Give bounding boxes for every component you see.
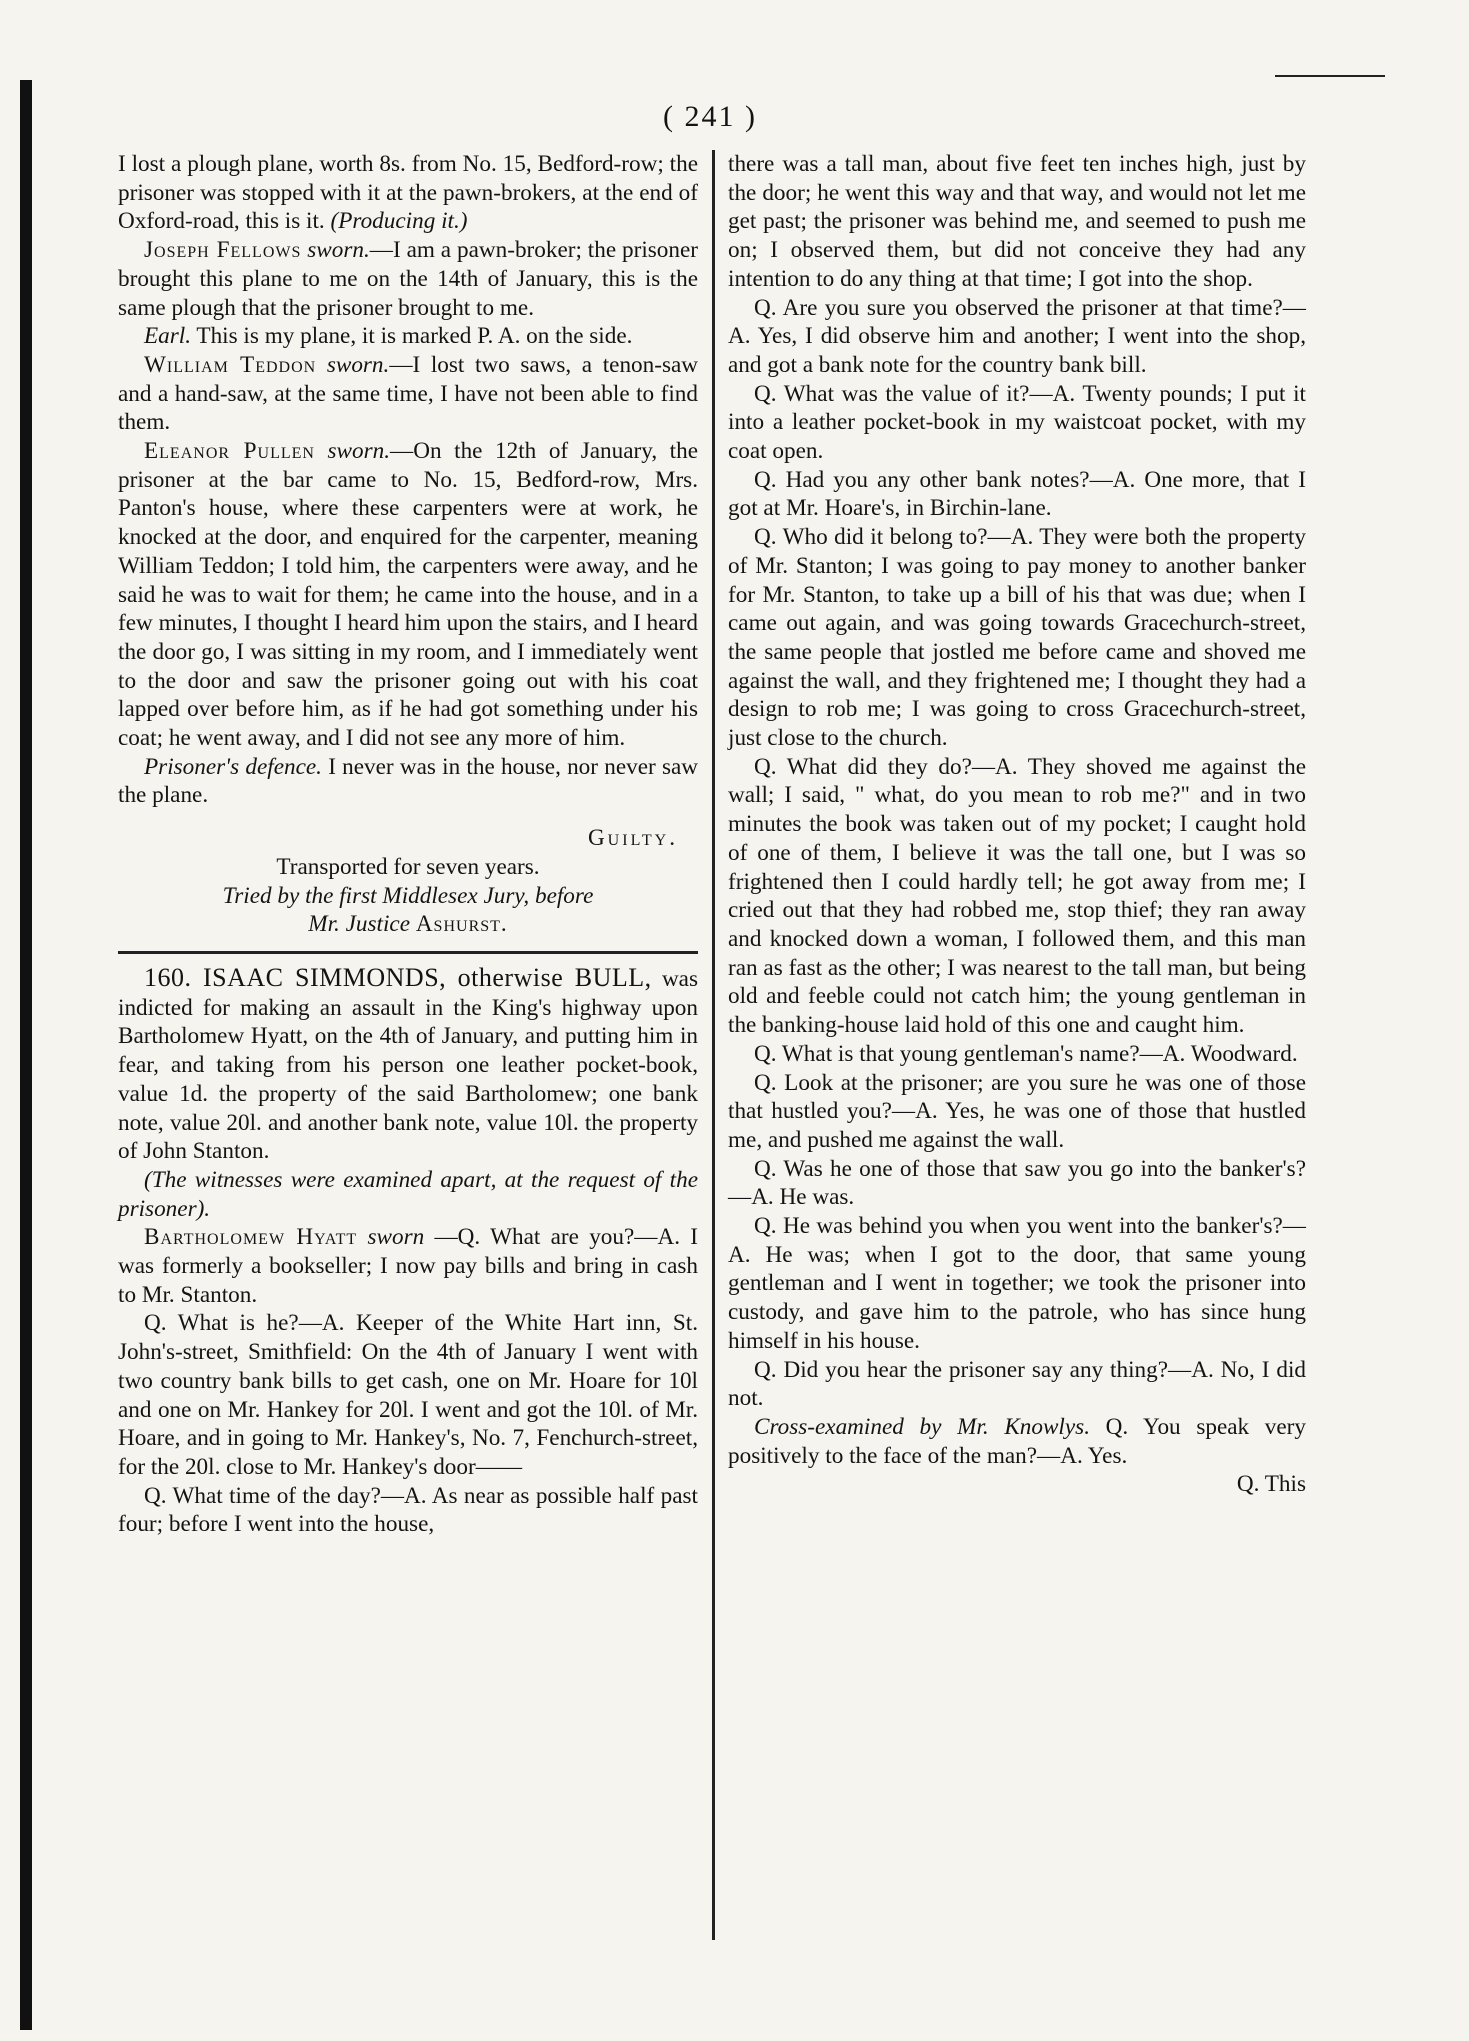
sentence: Transported for seven years.: [276, 853, 540, 880]
indictment-text: was indicted for making an assault in the King's highway upon Bartholomew Hyatt, on the 4th of January, and putting him in fear, and taking from his person one leather pocket-book, value 1d. the property of the said Bartholomew; one bank note, value 20l. and another bank note, value 10l. the property of John Stanton.: [118, 965, 699, 1165]
judge-name: Ashurst.: [415, 911, 508, 938]
testimony-earl: [118, 322, 698, 351]
testimony-text: —I lost two saws, a tenon-saw and a hand-saw, at the same time, I have not been able to find them.: [118, 351, 699, 436]
paragraph: there was a tall man, about five feet ten inches high, just by the door; he went this way and that way, and would not let me get past; the prisoner was behind me, and seemed to push me on; I observed them, but did not conceive they had any intention to do any thing at that time; I got into the shop.: [728, 151, 1306, 292]
question-answer: Q. What is that young gentleman's name?—A. Woodward.: [754, 1040, 1298, 1067]
cross-exam-label: Cross-examined by Mr. Knowlys.: [754, 1413, 1090, 1440]
sworn-label: sworn.: [327, 438, 391, 465]
section-rule: [118, 951, 698, 954]
testimony-fellows: [118, 236, 698, 322]
tried-line-1: Tried by the first Middlesex Jury, before: [222, 882, 594, 909]
right-column: [728, 150, 1306, 1499]
sworn-label: sworn: [367, 1224, 425, 1251]
header-rule: [1275, 75, 1385, 77]
question-answer: Q. Had you any other bank notes?—A. One more, that I got at Mr. Hoare's, in Birchin-lane.: [728, 466, 1306, 522]
witness-name: Eleanor Pullen: [144, 438, 315, 465]
question-answer: Q. He was behind you when you went into the banker's?—A. He was; when I got to the door, that same young gentleman and I went in together; we took the prisoner into custody, and gave him to the patrole, who has since hung himself in his house.: [728, 1213, 1306, 1354]
sworn-label: sworn.: [307, 237, 370, 264]
paragraph: [118, 150, 698, 236]
column-divider: [712, 150, 715, 1940]
testimony-hyatt: [118, 1223, 698, 1309]
defence-text: I never was in the house, nor never saw the plane.: [118, 753, 699, 809]
prisoner-defence: [118, 753, 698, 810]
question-answer: Q. Who did it belong to?—A. They were both the property of Mr. Stanton; I was going to pay money to another banker for Mr. Stanton, to take up a bill of his that was due; when I came out again, and was going towards Gracechurch-street, the same people that jostled me before came and shoved me against the wall, and they frightened me; I thought they had a design to rob me; I was going to cross Gracechurch-street, just close to the church.: [728, 524, 1306, 752]
catchword: Q. This: [1236, 1471, 1306, 1498]
witness-name: Bartholomew Hyatt: [144, 1224, 358, 1251]
sworn-label: sworn.: [326, 351, 390, 378]
cross-examination: [728, 1413, 1306, 1470]
case-indictment: [118, 964, 698, 1166]
judge-title: Mr. Justice: [308, 911, 411, 938]
left-column: [118, 150, 698, 1539]
question-answer: Q. What time of the day?—A. As near as possible half past four; before I went into the house,: [118, 1482, 698, 1538]
question-answer: Q. What was the value of it?—A. Twenty pounds; I put it into a leather pocket-book in my waistcoat pocket, with my coat open.: [728, 380, 1306, 465]
defence-label: Prisoner's defence.: [144, 753, 322, 780]
question-answer: Q. Did you hear the prisoner say any thing?—A. No, I did not.: [728, 1356, 1306, 1412]
question-answer: Q. Look at the prisoner; are you sure he was one of those that hustled you?—A. Yes, he was one of those that hustled me, and pushed me against the wall.: [728, 1069, 1306, 1153]
witness-name: Joseph Fellows: [144, 237, 302, 264]
page-number: ( 241 ): [663, 100, 757, 133]
testimony-text: —I am a pawn-broker; the prisoner brought this plane to me on the 14th of January, this is the same plough that the prisoner brought to me.: [118, 237, 698, 321]
cross-exam-text: Q. You speak very positively to the face of the man?—A. Yes.: [728, 1413, 1306, 1469]
tried-line-2: [118, 910, 698, 939]
testimony-text: This is my plane, it is marked P. A. on the side.: [191, 323, 633, 350]
question-answer: Q. What did they do?—A. They shoved me against the wall; I said, " what, do you mean to rob me?" and in two minutes the book was taken out of my pocket; I caught hold of one of them, I believe it was the tall one, but I was so frightened then I could hardly tell; he got away from me; I cried out that they had robbed me, stop thief; they ran away and knocked down a woman, I followed them, and this man ran as fast as the other; I was nearest to the tall man, but being old and feeble could not catch him; the young gentleman in the banking-house laid hold of this one and caught him.: [728, 753, 1306, 1039]
case-note: (The witnesses were examined apart, at the request of the prisoner).: [118, 1166, 698, 1222]
testimony-pullen: [118, 437, 698, 753]
binding-edge: [20, 80, 32, 2030]
case-title: 160. ISAAC SIMMONDS, otherwise BULL,: [144, 962, 652, 992]
stage-note: (Producing it.): [330, 208, 468, 235]
testimony-text: —On the 12th of January, the prisoner at the bar came to No. 15, Bedford-row, Mrs. Panton's house, where these carpenters were at work, he knocked at the door, and enquired for the carpenter, meaning William Teddon; I told him, the carpenters were away, and he said he was to wait for them; he came into the house, and in a few minutes, I thought I heard him upon the stairs, and I heard the door go, I was sitting in my room, and I immediately went to the door and saw the prisoner going out with his coat lapped over before him, as if he had got something under his coat; he went away, and I did not see any more of him.: [118, 438, 699, 752]
question-answer: Q. Was he one of those that saw you go into the banker's?—A. He was.: [728, 1155, 1306, 1211]
testimony-teddon: [118, 351, 698, 437]
paragraph-text: I lost a plough plane, worth 8s. from No. 15, Bedford-row; the prisoner was stopped with it at the pawn-brokers, at the end of Oxford-road, this is it.: [118, 151, 698, 235]
verdict: Guilty.: [587, 825, 678, 852]
witness-name: William Teddon: [144, 351, 317, 378]
question-answer: Q. What is he?—A. Keeper of the White Hart inn, St. John's-street, Smithfield: On the 4th of January I went with two country bank bills to get cash, one on Mr. Hoare for 10l and one on Mr. Hankey for 20l. I went and got the 10l. of Mr. Hoare, and in going to Mr. Hankey's, No. 7, Fenchurch-street, for the 20l. close to Mr. Hankey's door——: [118, 1310, 698, 1480]
testimony-text: —Q. What are you?—A. I was formerly a bookseller; I now pay bills and bring in cash to Mr. Stanton.: [118, 1224, 699, 1308]
question-answer: Q. Are you sure you observed the prisoner at that time?—A. Yes, I did observe him and another; I went into the shop, and got a bank note for the country bank bill.: [728, 294, 1306, 378]
witness-name: Earl.: [144, 323, 192, 350]
